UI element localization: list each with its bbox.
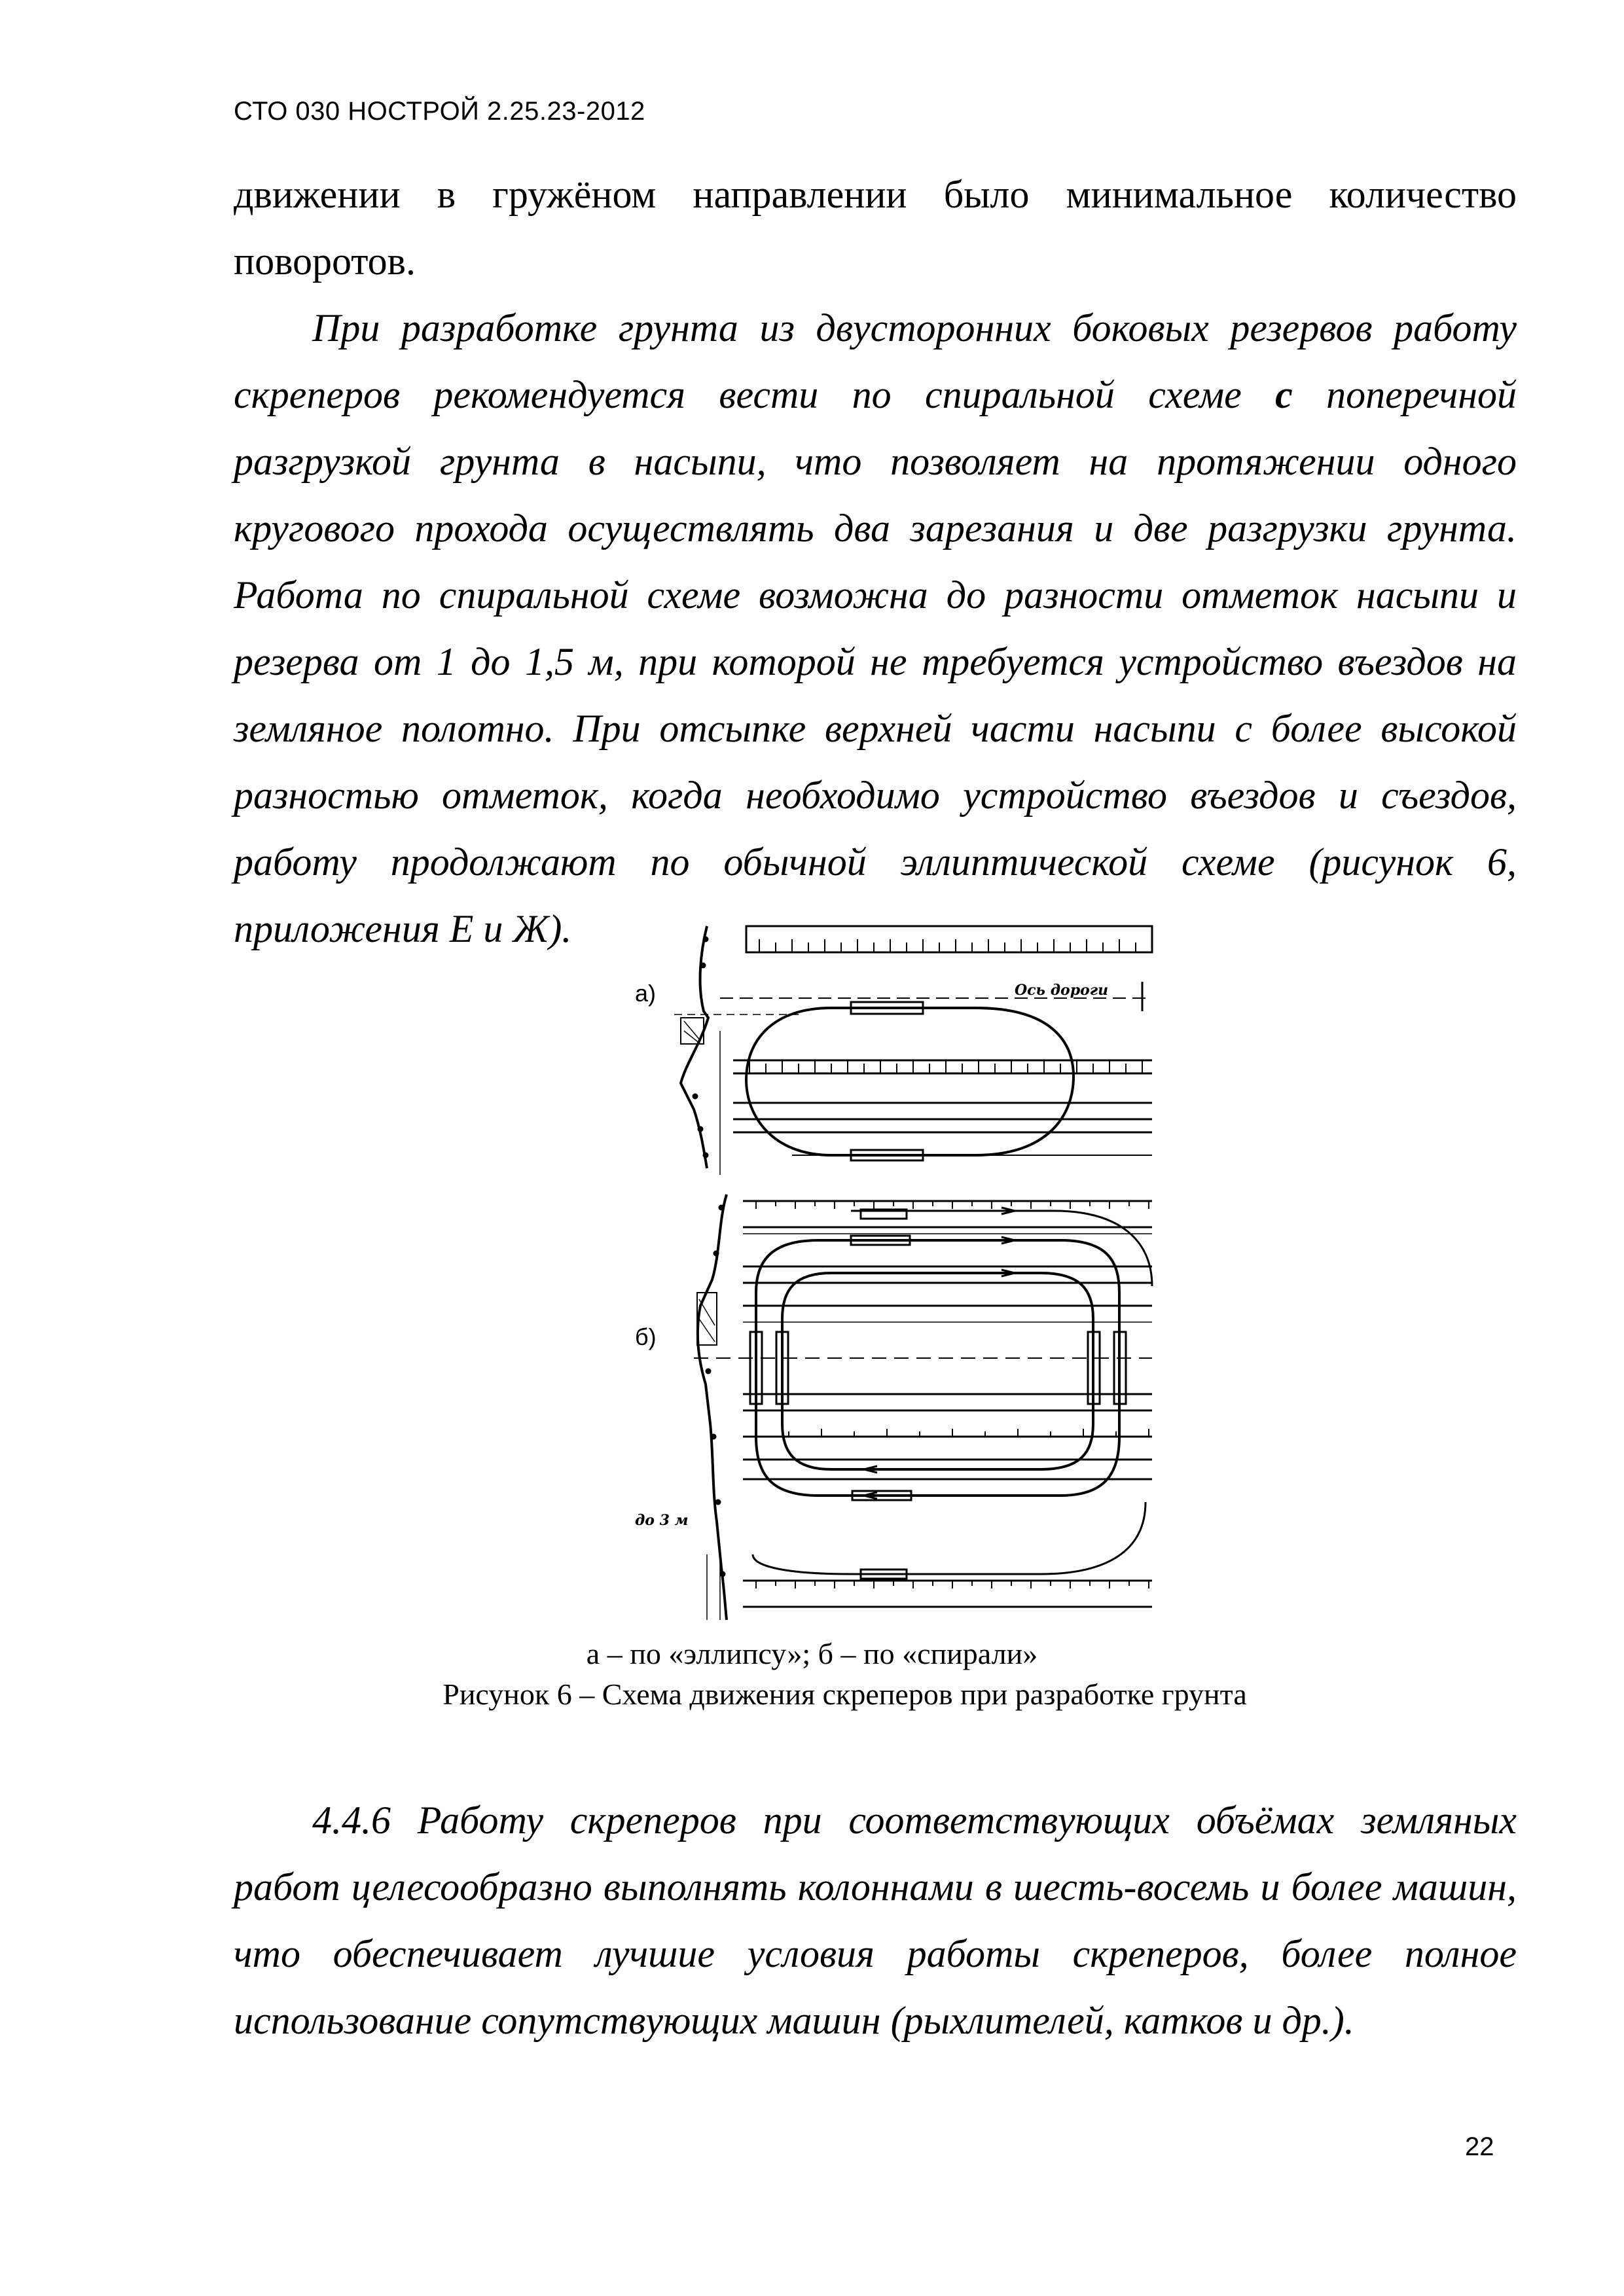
figure-label-b: б) (635, 1323, 657, 1350)
paragraph-4-4-6: 4.4.6 Работу скреперов при соответствующих объёмах земляных работ целесообразно выполнять колоннами в шесть-восемь и более машин, что обеспечивает лучшие условия работы скреперов, более полное использование сопутствующих машин (рыхлителей, катков и др.). (234, 1799, 1517, 2042)
paragraph-spiral-scheme (234, 295, 1517, 962)
document-code-header: СТО 030 НОСТРОЙ 2.25.23-2012 (234, 97, 645, 126)
figure-subcaption: а – по «эллипсу»; б – по «спирали» (586, 1637, 1038, 1670)
ellipse-scheme (674, 926, 1152, 1175)
page-number: 22 (1465, 2132, 1494, 2161)
paragraph-spiral-bold-letter: с (1275, 373, 1293, 416)
paragraph-spiral-text-2: поперечной разгрузкой грунта в насыпи, что позволяет на протяжении одного кругового прохода осуществлять два зарезания и две разгрузки грунта. Работа по спиральной схеме возможна до разности отметок насыпи и резерва от 1 до 1,5 м, при которой не требуется устройство въездов на земляное полотно. При отсыпке верхней части насыпи с более высокой разностью отметок, когда необходимо устройство въездов и съездов, работу продолжают по обычной эллиптической схеме (рисунок 6, приложения Е и Ж). (234, 373, 1517, 950)
scraper-scheme-figure (635, 913, 1159, 1620)
spiral-scheme (694, 1194, 1152, 1620)
paragraph-spiral-text-1: При разработке грунта из двусторонних боковых резервов работу скреперов рекомендуется вести по спиральной схеме (234, 306, 1517, 416)
axis-note: Ось дороги (1015, 982, 1109, 999)
figure-label-a: а) (635, 980, 657, 1007)
paragraph-continuation: движении в гружёном направлении было минимальное количество поворотов. (234, 173, 1517, 283)
height-note: до 3 м (635, 1512, 689, 1529)
figure-caption: Рисунок 6 – Схема движения скреперов при разработке грунта (442, 1677, 1247, 1711)
